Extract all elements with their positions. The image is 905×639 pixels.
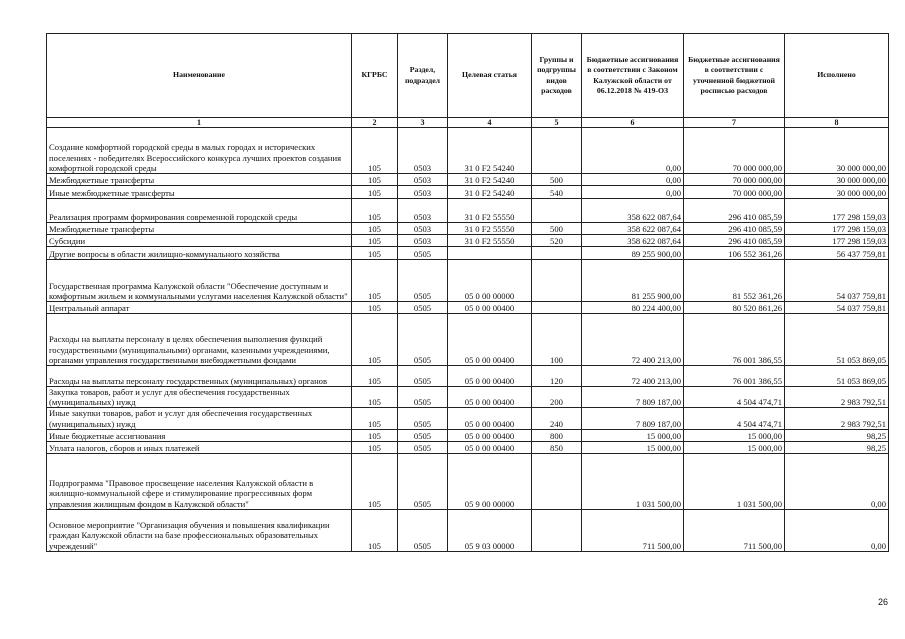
row-section: 0503 — [398, 235, 448, 247]
row-group: 120 — [532, 366, 582, 387]
row-section: 0505 — [398, 314, 448, 366]
row-target: 31 0 F2 54240 — [448, 174, 532, 186]
row-law-amount: 15 000,00 — [582, 441, 684, 453]
row-name: Расходы на выплаты персоналу в целях обеспечения выполнения функций государственными (муниципальными) органами, казенными учреждениями, органами управления государственными внебюджетными фондами — [47, 314, 352, 366]
row-section: 0505 — [398, 247, 448, 260]
row-kgrbs: 105 — [352, 223, 398, 235]
row-section: 0503 — [398, 223, 448, 235]
table-row — [47, 199, 889, 223]
table-row — [47, 260, 889, 302]
row-executed-amount: 51 053 869,05 — [785, 366, 889, 387]
row-kgrbs: 105 — [352, 429, 398, 441]
row-refined-amount: 106 552 361,26 — [684, 247, 785, 260]
row-group — [532, 302, 582, 314]
row-name: Иные межбюджетные трансферты — [47, 186, 352, 199]
row-name: Основное мероприятие "Организация обучения и повышения квалификации граждан Калужской области на базе профессиональных образовательных учреждений" — [47, 509, 352, 551]
row-group: 240 — [532, 408, 582, 429]
row-law-amount: 7 809 187,00 — [582, 408, 684, 429]
table-row — [47, 128, 889, 174]
row-target: 31 0 F2 54240 — [448, 186, 532, 199]
row-kgrbs: 105 — [352, 302, 398, 314]
table-row — [47, 314, 889, 366]
row-refined-amount: 15 000,00 — [684, 441, 785, 453]
column-number: 8 — [785, 118, 889, 128]
row-section: 0505 — [398, 366, 448, 387]
header-section: Раздел, подраздел — [398, 34, 448, 118]
table-row — [47, 247, 889, 260]
row-kgrbs: 105 — [352, 186, 398, 199]
row-group: 100 — [532, 314, 582, 366]
header-executed: Исполнено — [785, 34, 889, 118]
row-executed-amount: 0,00 — [785, 509, 889, 551]
column-number: 6 — [582, 118, 684, 128]
row-executed-amount: 54 037 759,81 — [785, 260, 889, 302]
row-name: Иные закупки товаров, работ и услуг для обеспечения государственных (муниципальных) нужд — [47, 408, 352, 429]
row-executed-amount: 30 000 000,00 — [785, 186, 889, 199]
table-row — [47, 441, 889, 453]
column-number: 4 — [448, 118, 532, 128]
page-number: 26 — [878, 597, 889, 607]
row-name: Создание комфортной городской среды в малых городах и исторических поселениях - победителях Всероссийского конкурса лучших проектов создания комфортной городской среды — [47, 128, 352, 174]
table-row — [47, 509, 889, 551]
row-executed-amount: 30 000 000,00 — [785, 128, 889, 174]
row-group — [532, 199, 582, 223]
row-refined-amount: 70 000 000,00 — [684, 174, 785, 186]
row-executed-amount: 177 298 159,03 — [785, 235, 889, 247]
row-law-amount: 0,00 — [582, 128, 684, 174]
row-section: 0505 — [398, 408, 448, 429]
table-row — [47, 366, 889, 387]
row-group: 200 — [532, 387, 582, 408]
table-body — [47, 128, 889, 552]
table-row — [47, 186, 889, 199]
row-refined-amount: 80 520 861,26 — [684, 302, 785, 314]
row-target: 05 0 00 00400 — [448, 387, 532, 408]
row-name: Реализация программ формирования современной городской среды — [47, 199, 352, 223]
column-number: 2 — [352, 118, 398, 128]
row-executed-amount: 98,25 — [785, 441, 889, 453]
table-row — [47, 235, 889, 247]
table-row — [47, 174, 889, 186]
row-section: 0505 — [398, 260, 448, 302]
header-name: Наименование — [47, 34, 352, 118]
row-target: 31 0 F2 55550 — [448, 235, 532, 247]
row-refined-amount: 70 000 000,00 — [684, 186, 785, 199]
column-number-row — [47, 118, 889, 128]
row-group: 500 — [532, 223, 582, 235]
row-kgrbs: 105 — [352, 387, 398, 408]
row-section: 0505 — [398, 387, 448, 408]
row-executed-amount: 56 437 759,81 — [785, 247, 889, 260]
row-group: 500 — [532, 174, 582, 186]
row-name: Расходы на выплаты персоналу государственных (муниципальных) органов — [47, 366, 352, 387]
row-kgrbs: 105 — [352, 509, 398, 551]
row-refined-amount: 4 504 474,71 — [684, 387, 785, 408]
row-law-amount: 81 255 900,00 — [582, 260, 684, 302]
row-target: 05 9 03 00000 — [448, 509, 532, 551]
table-row — [47, 223, 889, 235]
row-target: 05 0 00 00400 — [448, 429, 532, 441]
row-law-amount: 358 622 087,64 — [582, 223, 684, 235]
row-refined-amount: 296 410 085,59 — [684, 199, 785, 223]
row-law-amount: 72 400 213,00 — [582, 366, 684, 387]
row-refined-amount: 296 410 085,59 — [684, 223, 785, 235]
row-law-amount: 358 622 087,64 — [582, 235, 684, 247]
table-row — [47, 302, 889, 314]
row-name: Центральный аппарат — [47, 302, 352, 314]
row-law-amount: 0,00 — [582, 174, 684, 186]
row-section: 0503 — [398, 186, 448, 199]
row-group: 850 — [532, 441, 582, 453]
header-target: Целевая статья — [448, 34, 532, 118]
row-executed-amount: 177 298 159,03 — [785, 199, 889, 223]
table-row — [47, 408, 889, 429]
row-name: Подпрограмма "Правовое просвещение населения Калужской области в жилищно-коммунальной сфере и стимулирование прогрессивных форм управления жилищным фондом в Калужской области" — [47, 453, 352, 509]
row-law-amount: 7 809 187,00 — [582, 387, 684, 408]
row-refined-amount: 15 000,00 — [684, 429, 785, 441]
row-executed-amount: 177 298 159,03 — [785, 223, 889, 235]
table-row — [47, 429, 889, 441]
header-refined: Бюджетные ассигнования в соответствии с уточненной бюджетной росписью расходов — [684, 34, 785, 118]
row-target: 05 0 00 00400 — [448, 314, 532, 366]
row-section: 0505 — [398, 453, 448, 509]
row-refined-amount: 711 500,00 — [684, 509, 785, 551]
row-group — [532, 509, 582, 551]
row-group — [532, 260, 582, 302]
budget-table — [46, 33, 889, 552]
row-section: 0503 — [398, 128, 448, 174]
row-target: 05 0 00 00000 — [448, 260, 532, 302]
row-kgrbs: 105 — [352, 314, 398, 366]
row-law-amount: 72 400 213,00 — [582, 314, 684, 366]
header-groups: Группы и подгруппы видов расходов — [532, 34, 582, 118]
row-section: 0505 — [398, 509, 448, 551]
row-kgrbs: 105 — [352, 366, 398, 387]
row-name: Закупка товаров, работ и услуг для обеспечения государственных (муниципальных) нужд — [47, 387, 352, 408]
row-kgrbs: 105 — [352, 199, 398, 223]
row-group: 800 — [532, 429, 582, 441]
row-name: Другие вопросы в области жилищно-коммунального хозяйства — [47, 247, 352, 260]
row-section: 0503 — [398, 199, 448, 223]
row-law-amount: 15 000,00 — [582, 429, 684, 441]
row-target: 31 0 F2 55550 — [448, 223, 532, 235]
column-number: 5 — [532, 118, 582, 128]
row-name: Межбюджетные трансферты — [47, 174, 352, 186]
row-executed-amount: 2 983 792,51 — [785, 387, 889, 408]
row-executed-amount: 54 037 759,81 — [785, 302, 889, 314]
row-law-amount: 0,00 — [582, 186, 684, 199]
row-target: 05 0 00 00400 — [448, 408, 532, 429]
row-kgrbs: 105 — [352, 453, 398, 509]
column-number: 1 — [47, 118, 352, 128]
row-target — [448, 247, 532, 260]
row-law-amount: 89 255 900,00 — [582, 247, 684, 260]
row-group — [532, 247, 582, 260]
row-kgrbs: 105 — [352, 247, 398, 260]
row-refined-amount: 296 410 085,59 — [684, 235, 785, 247]
row-executed-amount: 0,00 — [785, 453, 889, 509]
row-name: Государственная программа Калужской области "Обеспечение доступным и комфортным жильем и коммунальными услугами населения Калужской области" — [47, 260, 352, 302]
row-kgrbs: 105 — [352, 441, 398, 453]
row-group — [532, 128, 582, 174]
column-number: 7 — [684, 118, 785, 128]
row-refined-amount: 76 001 386,55 — [684, 366, 785, 387]
row-section: 0505 — [398, 429, 448, 441]
row-name: Иные бюджетные ассигнования — [47, 429, 352, 441]
row-group — [532, 453, 582, 509]
row-section: 0505 — [398, 441, 448, 453]
row-target: 05 0 00 00400 — [448, 441, 532, 453]
row-target: 31 0 F2 54240 — [448, 128, 532, 174]
row-executed-amount: 30 000 000,00 — [785, 174, 889, 186]
row-name: Межбюджетные трансферты — [47, 223, 352, 235]
row-refined-amount: 4 504 474,71 — [684, 408, 785, 429]
row-refined-amount: 70 000 000,00 — [684, 128, 785, 174]
row-name: Уплата налогов, сборов и иных платежей — [47, 441, 352, 453]
header-kgrbs: КГРБС — [352, 34, 398, 118]
row-law-amount: 358 622 087,64 — [582, 199, 684, 223]
header-law: Бюджетные ассигнования в соответствии с Законом Калужской области от 06.12.2018 № 419-ОЗ — [582, 34, 684, 118]
row-law-amount: 80 224 400,00 — [582, 302, 684, 314]
row-refined-amount: 81 552 361,26 — [684, 260, 785, 302]
row-target: 05 0 00 00400 — [448, 366, 532, 387]
row-name: Субсидии — [47, 235, 352, 247]
header-row — [47, 34, 889, 118]
row-executed-amount: 2 983 792,51 — [785, 408, 889, 429]
row-law-amount: 711 500,00 — [582, 509, 684, 551]
row-group: 540 — [532, 186, 582, 199]
row-law-amount: 1 031 500,00 — [582, 453, 684, 509]
row-target: 05 0 00 00400 — [448, 302, 532, 314]
row-target: 31 0 F2 55550 — [448, 199, 532, 223]
row-refined-amount: 76 001 386,55 — [684, 314, 785, 366]
row-kgrbs: 105 — [352, 174, 398, 186]
row-executed-amount: 98,25 — [785, 429, 889, 441]
row-target: 05 9 00 00000 — [448, 453, 532, 509]
row-group: 520 — [532, 235, 582, 247]
row-kgrbs: 105 — [352, 235, 398, 247]
column-number: 3 — [398, 118, 448, 128]
row-section: 0503 — [398, 174, 448, 186]
row-refined-amount: 1 031 500,00 — [684, 453, 785, 509]
row-kgrbs: 105 — [352, 408, 398, 429]
table-row — [47, 453, 889, 509]
row-executed-amount: 51 053 869,05 — [785, 314, 889, 366]
row-section: 0505 — [398, 302, 448, 314]
row-kgrbs: 105 — [352, 260, 398, 302]
table-row — [47, 387, 889, 408]
row-kgrbs: 105 — [352, 128, 398, 174]
